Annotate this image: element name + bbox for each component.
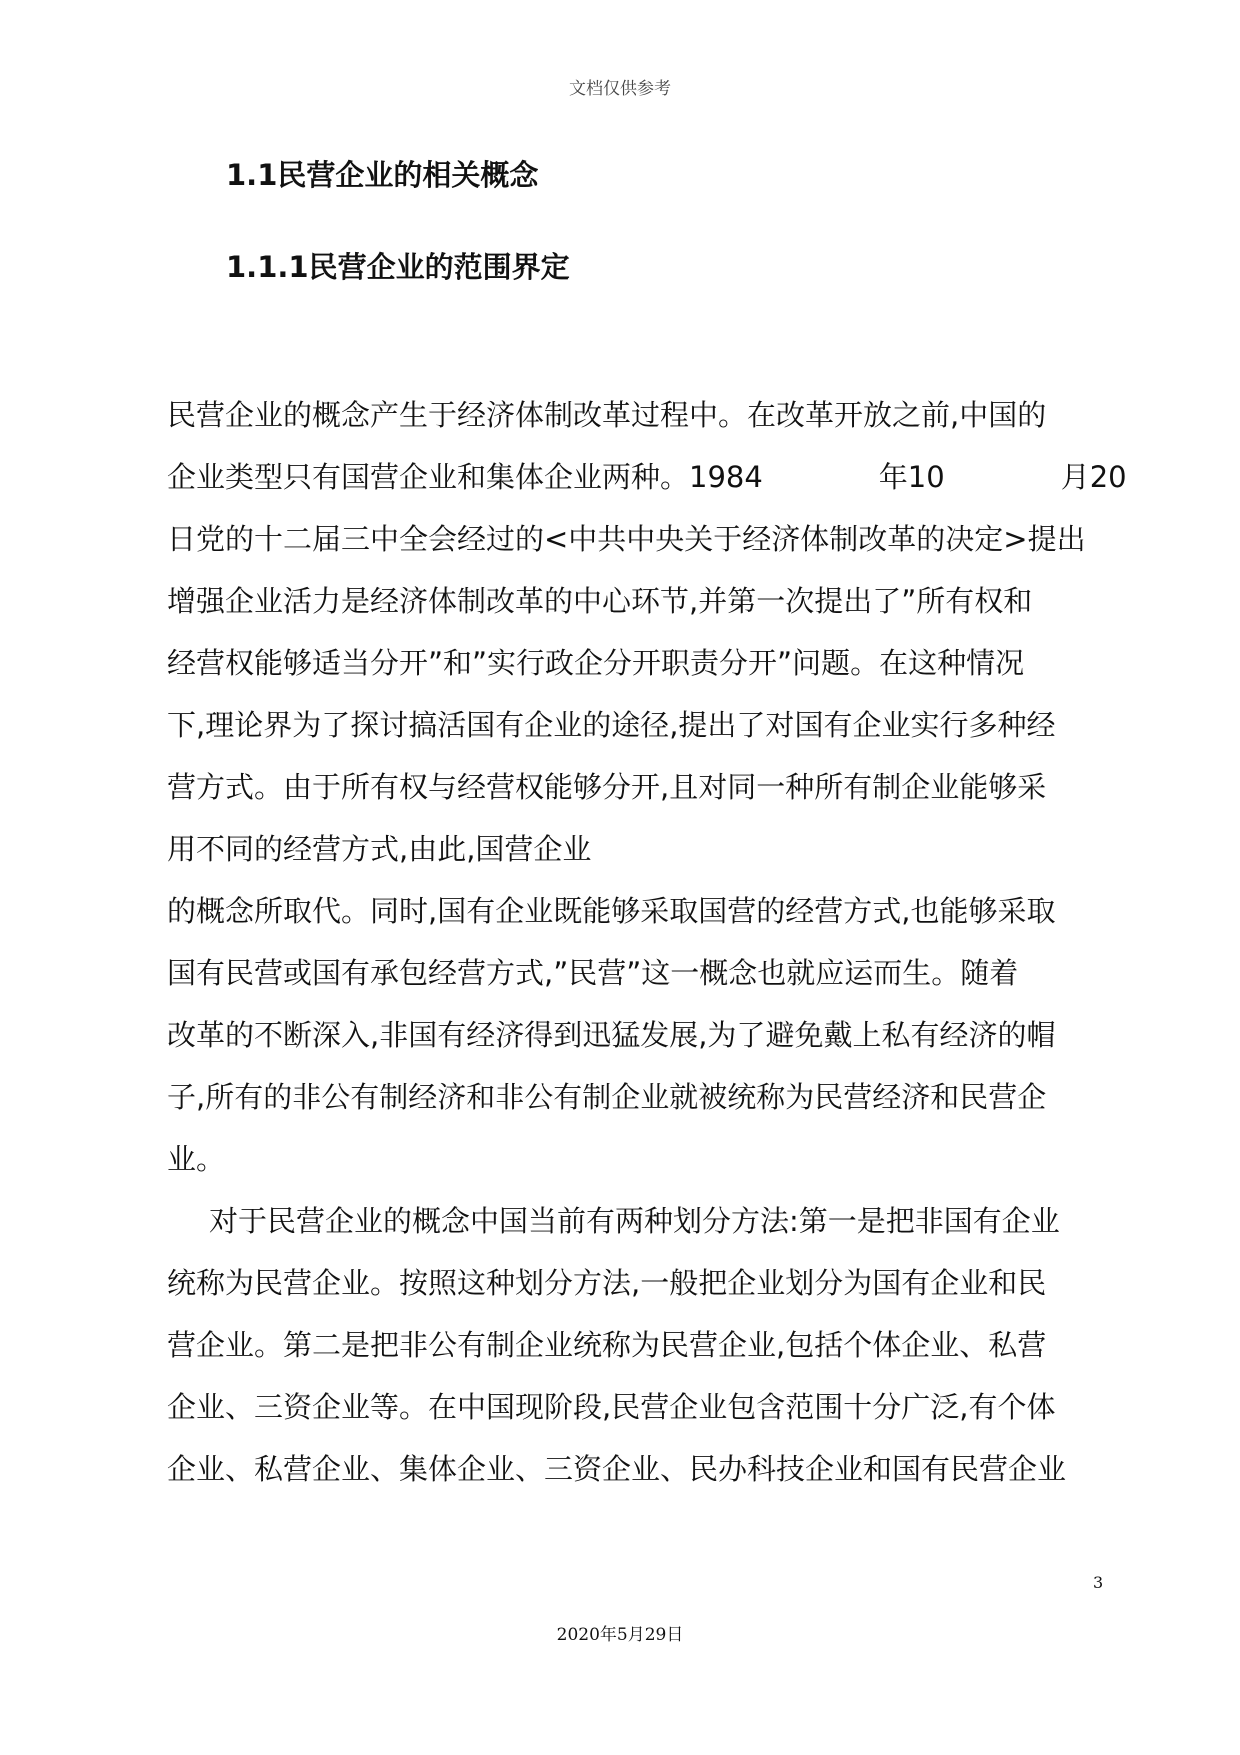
body-line: 经营权能够适当分开”和”实行政企分开职责分开”问题。在这种情况 [167, 646, 1025, 680]
page-number: 3 [1093, 1573, 1104, 1592]
body-line: 增强企业活力是经济体制改革的中心环节,并第一次提出了”所有权和 [167, 584, 1033, 618]
body-line: 企业、三资企业等。在中国现阶段,民营企业包含范围十分广泛,有个体 [167, 1390, 1056, 1424]
body-line: 民营企业的概念产生于经济体制改革过程中。在改革开放之前,中国的 [167, 398, 1047, 432]
body-line: 下,理论界为了探讨搞活国有企业的途径,提出了对国有企业实行多种经 [167, 708, 1056, 742]
body-line: 国有民营或国有承包经营方式,”民营”这一概念也就应运而生。随着 [167, 956, 1019, 990]
subsection-heading: 1.1.1民营企业的范围界定 [226, 250, 570, 284]
body-line: 营企业。第二是把非公有制企业统称为民营企业,包括个体企业、私营 [167, 1328, 1047, 1362]
body-line: 子,所有的非公有制经济和非公有制企业就被统称为民营经济和民营企 [167, 1080, 1047, 1114]
footer-date: 2020年5月29日 [556, 1625, 684, 1645]
body-line: 用不同的经营方式,由此,国营企业 [167, 832, 592, 866]
body-line: 业。 [167, 1142, 226, 1176]
body-line: 改革的不断深入,非国有经济得到迅猛发展,为了避免戴上私有经济的帽 [167, 1018, 1056, 1052]
body-line: 统称为民营企业。按照这种划分方法,一般把企业划分为国有企业和民 [167, 1266, 1047, 1300]
header-note: 文档仅供参考 [569, 79, 671, 99]
section-heading: 1.1民营企业的相关概念 [226, 158, 539, 192]
body-line: 日党的十二届三中全会经过的<中共中央关于经济体制改革的决定>提出 [167, 522, 1086, 556]
body-line: 营方式。由于所有权与经营权能够分开,且对同一种所有制企业能够采 [167, 770, 1047, 804]
body-line: 企业、私营企业、集体企业、三资企业、民办科技企业和国有民营企业 [167, 1452, 1067, 1486]
body-line: 的概念所取代。同时,国有企业既能够采取国营的经营方式,也能够采取 [167, 894, 1056, 928]
body-line: 对于民营企业的概念中国当前有两种划分方法:第一是把非国有企业 [209, 1204, 1060, 1238]
body-line: 企业类型只有国营企业和集体企业两种。1984 年10 月20 [167, 460, 1127, 494]
